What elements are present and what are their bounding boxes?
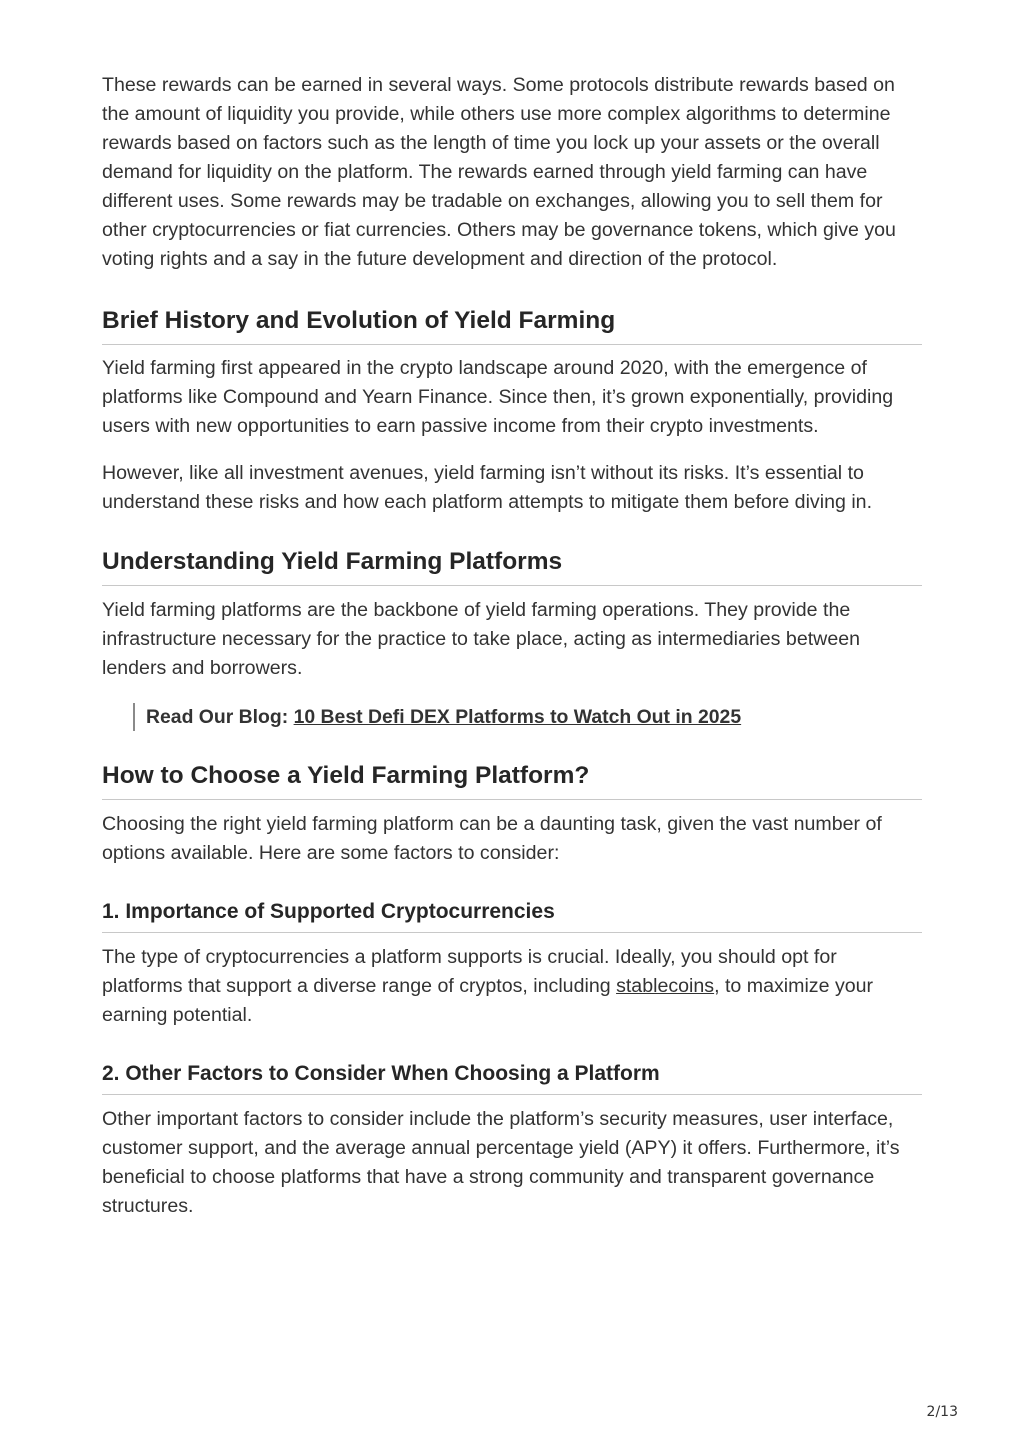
intro-paragraph: These rewards can be earned in several ways. Some protocols distribute rewards based on the amount of liquidity you provide, while others use more complex algorithms to determine rewards based on factors such as the length of time you lock up your assets or the overall demand for liquidity on the platform. The rewards earned through yield farming can have different uses. Some rewards may be tradable on exchanges, allowing you to sell them for other cryptocurrencies or fiat currencies. Others may be governance tokens, which give you voting rights and a say in the future development and direction of the protocol. (102, 74, 896, 270)
platforms-paragraph: Yield farming platforms are the backbone of yield farming operations. They provide the infrastructure necessary for the practice to take place, acting as intermediaries between lenders and borrowers. (102, 599, 861, 679)
choose-paragraph: Choosing the right yield farming platform can be a daunting task, given the vast number of options available. Here are some factors to consider: (102, 813, 882, 864)
blog-link[interactable]: 10 Best Defi DEX Platforms to Watch Out in 2025 (293, 706, 742, 728)
choose-heading: How to Choose a Yield Farming Platform? (102, 760, 922, 800)
supported-paragraph (102, 943, 922, 1030)
history-paragraph-1: Yield farming first appeared in the crypto landscape around 2020, with the emergence of platforms like Compound and Yearn Finance. Since then, it’s grown exponentially, providing users with new opportunities to earn passive income from their crypto investments. (102, 357, 894, 437)
other-factors-paragraph: Other important factors to consider include the platform’s security measures, user interface, customer support, and the average annual percentage yield (APY) it offers. Furthermore, it’s beneficial to choose platforms that have a strong community and transparent governance structures. (102, 1108, 900, 1217)
supported-text-after: , to maximize your earning potential. (102, 975, 874, 1026)
history-paragraph-2: However, like all investment avenues, yield farming isn’t without its risks. It’s essential to understand these risks and how each platform attempts to mitigate them before diving in. (102, 462, 873, 513)
supported-heading: 1. Importance of Supported Cryptocurrencies (102, 898, 922, 933)
other-factors-heading: 2. Other Factors to Consider When Choosing a Platform (102, 1060, 922, 1095)
stablecoins-link[interactable]: stablecoins (616, 975, 715, 997)
read-blog-callout (133, 703, 922, 731)
supported-text-before: The type of cryptocurrencies a platform supports is crucial. Ideally, you should opt for platforms that support a diverse range of cryptos, including (102, 946, 837, 997)
history-heading: Brief History and Evolution of Yield Farming (102, 305, 922, 345)
page-number: 2/13 (926, 1404, 958, 1420)
article-content (102, 71, 922, 1221)
platforms-heading: Understanding Yield Farming Platforms (102, 546, 922, 586)
read-blog-label: Read Our Blog: (146, 706, 289, 728)
